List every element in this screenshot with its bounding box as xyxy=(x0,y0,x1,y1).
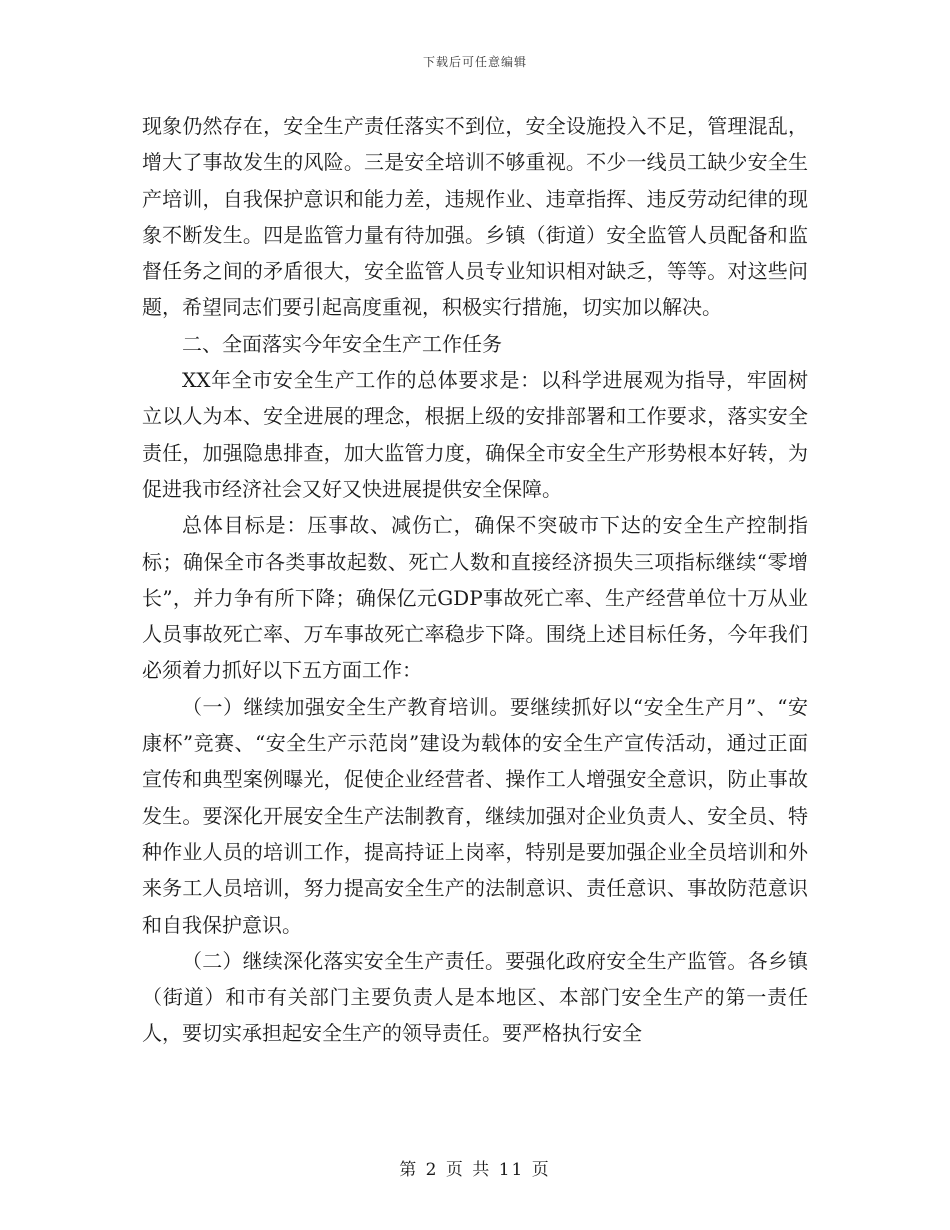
section-heading: 二、全面落实今年安全生产工作任务 xyxy=(182,331,502,356)
page-header: 下载后可任意编辑 xyxy=(422,55,527,69)
paragraph-6: （二）继续深化落实安全生产责任。要强化政府安全生产监管。各乡镇（街道）和市有关部门主要负责人是本地区、本部门安全生产的第一责任人，要切实承担起安全生产的领导责任。要严格执行安全 xyxy=(142,948,808,1046)
paragraph-4: 总体目标是：压事故、减伤亡，确保不突破市下达的安全生产控制指标；确保全市各类事故起数、死亡人数和直接经济损失三项指标继续“零增长”，并力争有所下降；确保亿元GDP事故死亡率、生产经营单位十万从业人员事故死亡率、万车事故死亡率稳步下降。围绕上述目标任务，今年我们必须着力抓好以下五方面工作： xyxy=(142,513,808,683)
paragraph-3: XX年全市安全生产工作的总体要求是：以科学进展观为指导，牢固树立以人为本、安全进展的理念，根据上级的安排部署和工作要求，落实安全责任，加强隐患排查，加大监管力度，确保全市安全生产形势根本好转，为促进我市经济社会又好又快进展提供安全保障。 xyxy=(142,368,808,501)
page-footer: 第 2 页 共 11 页 xyxy=(399,1160,551,1180)
document-body xyxy=(142,108,808,1052)
paragraph-1: 现象仍然存在，安全生产责任落实不到位，安全设施投入不足，管理混乱，增大了事故发生的风险。三是安全培训不够重视。不少一线员工缺少安全生产培训，自我保护意识和能力差，违规作业、违章指挥、违反劳动纪律的现象不断发生。四是监管力量有待加强。乡镇（街道）安全监管人员配备和监督任务之间的矛盾很大，安全监管人员专业知识相对缺乏，等等。对这些问题，希望同志们要引起高度重视，积极实行措施，切实加以解决。 xyxy=(142,114,808,320)
paragraph-5: （一）继续加强安全生产教育培训。要继续抓好以“安全生产月”、“安康杯”竞赛、“安全生产示范岗”建设为载体的安全生产宣传活动，通过正面宣传和典型案例曝光，促使企业经营者、操作工人增强安全意识，防止事故发生。要深化开展安全生产法制教育，继续加强对企业负责人、安全员、特种作业人员的培训工作，提高持证上岗率，特别是要加强企业全员培训和外来务工人员培训，努力提高安全生产的法制意识、责任意识、事故防范意识和自我保护意识。 xyxy=(142,694,808,937)
